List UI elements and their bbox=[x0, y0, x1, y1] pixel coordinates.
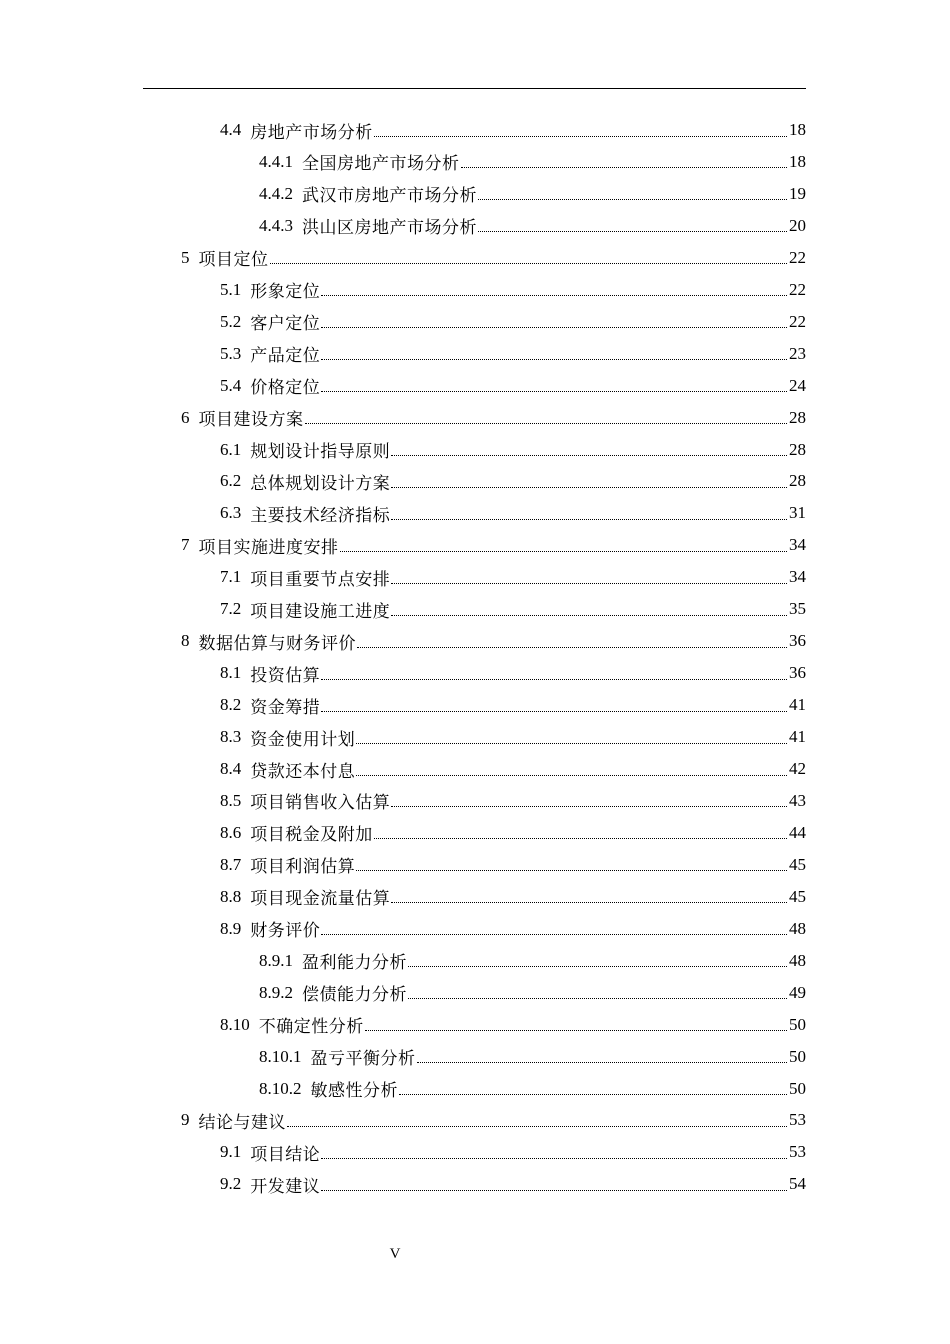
toc-dot-leader bbox=[391, 487, 787, 488]
toc-entry-number: 7.2 bbox=[220, 599, 242, 619]
toc-entry-title: 项目建设施工进度 bbox=[250, 601, 391, 622]
toc-entry-title: 项目销售收入估算 bbox=[250, 793, 391, 814]
toc-dot-leader bbox=[321, 711, 787, 712]
toc-entry[interactable] bbox=[220, 913, 806, 945]
toc-entry[interactable] bbox=[181, 625, 806, 657]
toc-dot-leader bbox=[357, 647, 787, 648]
toc-entry-number: 6 bbox=[181, 407, 190, 427]
toc-entry[interactable] bbox=[259, 178, 806, 210]
toc-entry-page: 42 bbox=[789, 759, 806, 778]
toc-dot-leader bbox=[356, 775, 787, 776]
toc-entry-title: 产品定位 bbox=[250, 346, 321, 367]
toc-dot-leader bbox=[321, 327, 787, 328]
toc-entry-page: 43 bbox=[789, 790, 806, 810]
toc-dot-leader bbox=[365, 1030, 787, 1031]
toc-entry[interactable] bbox=[181, 529, 806, 561]
toc-entry[interactable] bbox=[220, 881, 806, 913]
toc-entry-title: 规划设计指导原则 bbox=[250, 442, 391, 462]
toc-dot-leader bbox=[391, 615, 787, 616]
toc-entry-title: 项目建设方案 bbox=[198, 410, 304, 431]
toc-entry-page: 44 bbox=[789, 822, 806, 842]
toc-entry[interactable] bbox=[220, 753, 806, 785]
toc-entry[interactable] bbox=[220, 689, 806, 721]
toc-entry-number: 9.1 bbox=[220, 1142, 242, 1162]
toc-entry[interactable] bbox=[220, 497, 806, 529]
toc-entry-number: 6.1 bbox=[220, 439, 242, 459]
toc-dot-leader bbox=[391, 519, 787, 520]
toc-entry-title: 盈亏平衡分析 bbox=[310, 1049, 416, 1070]
toc-entry-page: 48 bbox=[789, 918, 806, 938]
toc-entry-number: 7 bbox=[181, 535, 190, 555]
toc-entry-number: 8.9 bbox=[220, 918, 242, 938]
toc-entry-title: 房地产市场分析 bbox=[250, 122, 373, 143]
toc-entry-title: 项目税金及附加 bbox=[250, 825, 373, 846]
toc-entry-page: 22 bbox=[789, 311, 806, 331]
toc-entry-title: 全国房地产市场分析 bbox=[302, 154, 460, 175]
toc-dot-leader bbox=[270, 263, 788, 264]
toc-entry[interactable] bbox=[259, 1041, 806, 1073]
toc-entry-number: 8.10.1 bbox=[259, 1046, 302, 1066]
toc-entry-number: 5 bbox=[181, 247, 190, 267]
toc-entry-number: 6.2 bbox=[220, 471, 242, 491]
toc-entry-page: 41 bbox=[789, 727, 806, 747]
toc-entry-number: 8.10 bbox=[220, 1014, 250, 1034]
toc-entry-page: 23 bbox=[789, 343, 806, 363]
toc-entry-title: 项目实施进度安排 bbox=[198, 537, 339, 558]
toc-entry[interactable] bbox=[220, 785, 806, 817]
toc-entry-page: 18 bbox=[789, 151, 806, 171]
toc-entry-title: 贷款还本付息 bbox=[250, 761, 356, 782]
toc-entry-number: 6.3 bbox=[220, 503, 242, 523]
toc-entry[interactable] bbox=[220, 849, 806, 881]
toc-entry-title: 财务评价 bbox=[250, 921, 321, 942]
toc-entry[interactable] bbox=[220, 114, 806, 146]
toc-entry-number: 7.1 bbox=[220, 567, 242, 587]
toc-dot-leader bbox=[321, 295, 787, 296]
toc-entry-title: 开发建议 bbox=[250, 1176, 321, 1197]
toc-entry-page: 54 bbox=[789, 1174, 806, 1194]
toc-dot-leader bbox=[408, 998, 787, 999]
toc-entry[interactable] bbox=[220, 1009, 806, 1041]
toc-dot-leader bbox=[399, 1094, 787, 1095]
toc-dot-leader bbox=[340, 551, 788, 552]
toc-entry-page: 19 bbox=[789, 183, 806, 203]
toc-entry-page: 24 bbox=[789, 375, 806, 395]
toc-entry-page: 28 bbox=[789, 407, 806, 427]
toc-entry-page: 22 bbox=[789, 279, 806, 299]
toc-entry-number: 8.8 bbox=[220, 886, 242, 906]
toc-entry-number: 5.1 bbox=[220, 279, 242, 299]
toc-entry[interactable] bbox=[220, 1136, 806, 1168]
toc-entry-number: 5.3 bbox=[220, 343, 242, 363]
toc-entry-number: 4.4.1 bbox=[259, 151, 293, 171]
toc-entry[interactable] bbox=[259, 945, 806, 977]
toc-entry-number: 8.9.1 bbox=[259, 950, 293, 970]
toc-entry-page: 34 bbox=[789, 567, 806, 587]
toc-entry[interactable] bbox=[220, 434, 806, 466]
toc-entry-number: 8.7 bbox=[220, 854, 242, 874]
toc-dot-leader bbox=[461, 167, 788, 168]
toc-entry[interactable] bbox=[220, 657, 806, 689]
toc-entry-title: 数据估算与财务评价 bbox=[198, 633, 356, 654]
toc-entry-title: 偿债能力分析 bbox=[302, 985, 407, 1006]
toc-entry-number: 4.4.3 bbox=[259, 215, 293, 235]
toc-entry-title: 投资估算 bbox=[250, 665, 321, 686]
toc-entry-page: 36 bbox=[789, 631, 806, 651]
toc-dot-leader bbox=[356, 870, 787, 871]
toc-entry-title: 项目定位 bbox=[198, 250, 269, 271]
toc-entry-number: 8.4 bbox=[220, 759, 242, 778]
toc-entry-page: 50 bbox=[789, 1014, 806, 1034]
toc-entry[interactable] bbox=[220, 306, 806, 338]
toc-entry[interactable] bbox=[220, 370, 806, 402]
toc-entry[interactable] bbox=[259, 210, 806, 242]
toc-entry[interactable] bbox=[259, 1073, 806, 1105]
toc-entry-number: 8.6 bbox=[220, 822, 242, 842]
toc-dot-leader bbox=[408, 966, 787, 967]
toc-entry-number: 8.3 bbox=[220, 727, 242, 747]
toc-dot-leader bbox=[391, 455, 787, 456]
toc-dot-leader bbox=[478, 199, 787, 200]
toc-entry[interactable] bbox=[259, 146, 806, 178]
toc-entry-page: 50 bbox=[789, 1046, 806, 1066]
toc-entry-page: 50 bbox=[789, 1078, 806, 1098]
toc-entry-title: 价格定位 bbox=[250, 378, 321, 399]
toc-entry-number: 8.10.2 bbox=[259, 1078, 302, 1098]
toc-dot-leader bbox=[478, 231, 787, 232]
toc-entry[interactable] bbox=[220, 593, 806, 625]
toc-entry[interactable] bbox=[259, 977, 806, 1009]
toc-entry-title: 资金筹措 bbox=[250, 697, 321, 718]
toc-entry-number: 8.9.2 bbox=[259, 982, 293, 1002]
toc-entry-page: 45 bbox=[789, 886, 806, 906]
toc-entry-title: 项目利润估算 bbox=[250, 857, 356, 878]
toc-entry-number: 9.2 bbox=[220, 1174, 242, 1194]
toc-dot-leader bbox=[356, 743, 787, 744]
toc-entry-title: 项目重要节点安排 bbox=[250, 569, 391, 590]
toc-entry-title: 盈利能力分析 bbox=[302, 953, 407, 974]
toc-entry-title: 项目结论 bbox=[250, 1144, 321, 1165]
toc-entry[interactable] bbox=[181, 242, 806, 274]
toc-entry-title: 项目现金流量估算 bbox=[250, 889, 391, 910]
toc-entry-number: 5.4 bbox=[220, 375, 242, 395]
toc-dot-leader bbox=[321, 934, 787, 935]
toc-entry-page: 48 bbox=[789, 950, 806, 970]
toc-entry-page: 18 bbox=[789, 120, 806, 139]
toc-entry-page: 53 bbox=[789, 1142, 806, 1162]
toc-dot-leader bbox=[321, 1190, 787, 1191]
toc-entry-title: 敏感性分析 bbox=[310, 1081, 398, 1101]
toc-entry-page: 35 bbox=[789, 599, 806, 619]
toc-entry-title: 主要技术经济指标 bbox=[250, 505, 391, 526]
toc-entry-page: 53 bbox=[789, 1110, 806, 1130]
toc-entry-number: 5.2 bbox=[220, 311, 242, 331]
toc-entry-number: 8 bbox=[181, 631, 190, 651]
toc-dot-leader bbox=[287, 1126, 787, 1127]
toc-entry-title: 不确定性分析 bbox=[258, 1017, 364, 1038]
toc-entry[interactable] bbox=[220, 274, 806, 306]
toc-dot-leader bbox=[321, 1158, 787, 1159]
toc-entry-page: 49 bbox=[789, 982, 806, 1002]
toc-entry-title: 武汉市房地产市场分析 bbox=[302, 186, 477, 207]
toc-entry[interactable] bbox=[220, 1168, 806, 1200]
toc-entry-page: 22 bbox=[789, 247, 806, 267]
toc-entry-number: 4.4 bbox=[220, 120, 242, 139]
toc-entry-title: 总体规划设计方案 bbox=[250, 473, 391, 494]
toc-entry[interactable] bbox=[181, 402, 806, 434]
toc-dot-leader bbox=[321, 391, 787, 392]
toc-dot-leader bbox=[374, 838, 787, 839]
page-number: V bbox=[389, 1246, 401, 1262]
toc-entry[interactable] bbox=[220, 338, 806, 370]
toc-entry-title: 形象定位 bbox=[250, 282, 321, 303]
toc-entry-page: 31 bbox=[789, 503, 806, 523]
toc-entry-title: 结论与建议 bbox=[198, 1112, 286, 1133]
toc-entry-page: 41 bbox=[789, 695, 806, 715]
toc-entry[interactable] bbox=[220, 465, 806, 497]
toc-entry-title: 洪山区房地产市场分析 bbox=[302, 218, 477, 239]
toc-dot-leader bbox=[417, 1062, 788, 1063]
toc-dot-leader bbox=[305, 423, 788, 424]
toc-entry-title: 客户定位 bbox=[250, 314, 321, 335]
toc-entry-number: 4.4.2 bbox=[259, 183, 293, 203]
toc-entry[interactable] bbox=[181, 1104, 806, 1136]
toc-entry-page: 28 bbox=[789, 471, 806, 491]
header-rule bbox=[143, 88, 806, 89]
toc-entry-page: 34 bbox=[789, 535, 806, 555]
toc-entry-number: 8.5 bbox=[220, 790, 242, 810]
toc-entry-page: 45 bbox=[789, 854, 806, 874]
toc-entry-page: 28 bbox=[789, 439, 806, 459]
toc-dot-leader bbox=[321, 359, 787, 360]
toc-entry[interactable] bbox=[220, 721, 806, 753]
toc-dot-leader bbox=[391, 806, 787, 807]
toc-entry-title: 资金使用计划 bbox=[250, 729, 356, 750]
toc-entry-page: 20 bbox=[789, 215, 806, 235]
toc-entry-page: 36 bbox=[789, 663, 806, 683]
toc-entry-number: 8.2 bbox=[220, 695, 242, 715]
toc-entry-number: 9 bbox=[181, 1110, 190, 1130]
toc-entry[interactable] bbox=[220, 817, 806, 849]
toc-entry-number: 8.1 bbox=[220, 663, 242, 683]
toc-dot-leader bbox=[391, 902, 787, 903]
toc-dot-leader bbox=[321, 679, 787, 680]
toc-dot-leader bbox=[374, 136, 787, 137]
toc-entry[interactable] bbox=[220, 561, 806, 593]
toc-dot-leader bbox=[391, 583, 787, 584]
